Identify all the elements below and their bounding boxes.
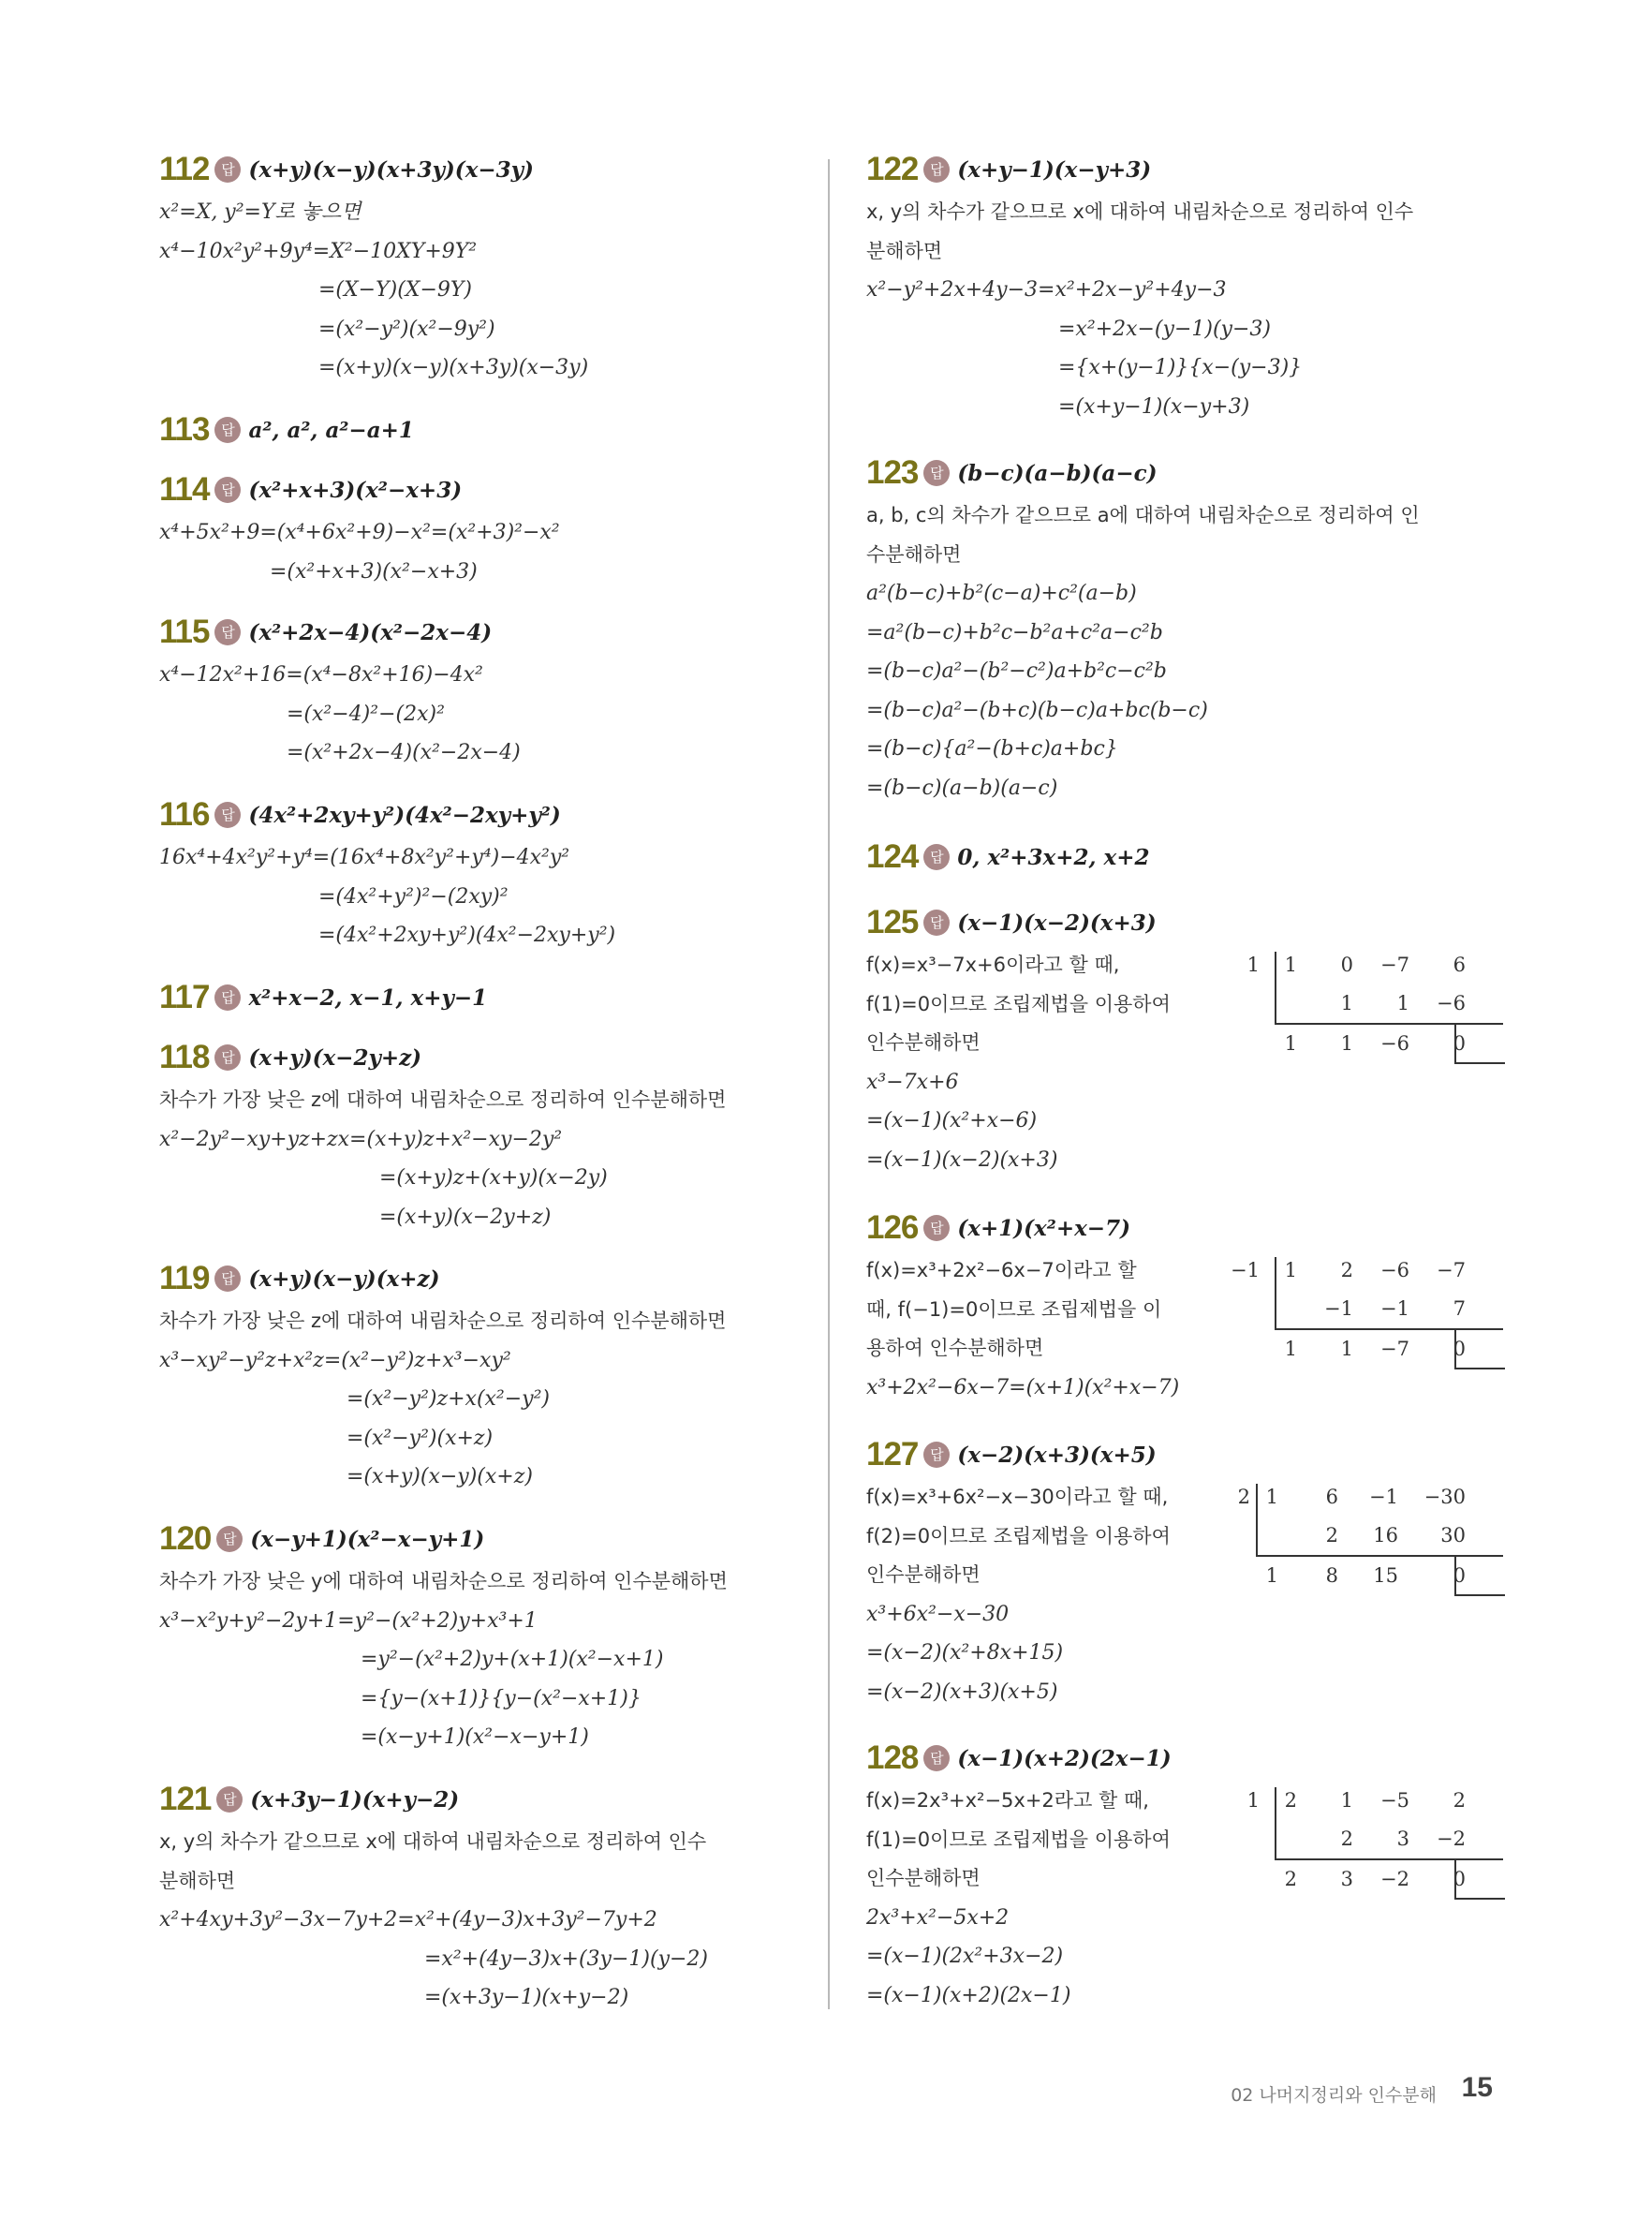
coef-cell: 1 bbox=[1284, 1259, 1297, 1281]
problem-117 bbox=[159, 974, 815, 1021]
coef-cell: 30 bbox=[1440, 1524, 1466, 1547]
problem-114 bbox=[159, 466, 815, 591]
solution-line: =(x²−y²)(x+z) bbox=[347, 1426, 494, 1450]
problem-122 bbox=[866, 146, 1503, 426]
solution-line: x⁴+5x²+9=(x⁴+6x²+9)−x²=(x²+3)²−x² bbox=[159, 521, 560, 544]
solution-text: f(x)=x³+6x²−x−30이라고 할 때, bbox=[866, 1486, 1169, 1508]
solution-text: 인수분해하면 bbox=[866, 1563, 981, 1586]
answer: (x²+x+3)(x²−x+3) bbox=[248, 477, 463, 503]
answer: x²+x−2, x−1, x+y−1 bbox=[248, 984, 488, 1011]
problem-number: 119 bbox=[159, 1260, 210, 1296]
synthetic-root: −1 bbox=[1231, 1259, 1260, 1281]
answer-badge: 답 bbox=[923, 910, 950, 936]
coef-cell: 7 bbox=[1453, 1297, 1466, 1320]
solution-line: =(x+y)(x−2y+z) bbox=[379, 1205, 552, 1229]
answer: (x−y+1)(x²−x−y+1) bbox=[250, 1526, 485, 1552]
coef-cell: −2 bbox=[1380, 1868, 1409, 1890]
solution-text: f(x)=x³+2x²−6x−7이라고 할 bbox=[866, 1259, 1137, 1281]
solution-text: 인수분해하면 bbox=[866, 1031, 981, 1054]
answer: (x−1)(x−2)(x+3) bbox=[957, 910, 1157, 936]
solution-line: =(4x²+y²)²−(2xy)² bbox=[318, 884, 509, 909]
problem-123 bbox=[866, 450, 1503, 807]
problem-number: 126 bbox=[866, 1209, 919, 1246]
answer-badge: 답 bbox=[214, 1265, 241, 1292]
synthetic-root: 2 bbox=[1237, 1486, 1250, 1508]
problem-120 bbox=[159, 1516, 815, 1757]
coef-cell: 1 bbox=[1340, 1338, 1353, 1360]
solution-line: =(x−y+1)(x²−x−y+1) bbox=[361, 1725, 589, 1749]
synthetic-division-126 bbox=[1231, 1251, 1503, 1369]
solution-line: =a²(b−c)+b²c−b²a+c²a−c²b bbox=[866, 620, 1163, 644]
answer-badge: 답 bbox=[923, 1745, 950, 1771]
solution-line: =(b−c)(a−b)(a−c) bbox=[866, 776, 1058, 800]
synthetic-division-125 bbox=[1246, 946, 1503, 1063]
solution-line: =(x−1)(x²+x−6) bbox=[866, 1109, 1038, 1132]
coef-cell: 1 bbox=[1340, 992, 1353, 1014]
answer: (x²+2x−4)(x²−2x−4) bbox=[248, 619, 493, 645]
solution-text: f(x)=2x³+x²−5x+2라고 할 때, bbox=[866, 1789, 1149, 1812]
solution-line: x³−x²y+y²−2y+1=y²−(x²+2)y+x³+1 bbox=[159, 1608, 538, 1633]
solution-line: x³+6x²−x−30 bbox=[866, 1602, 1010, 1626]
answer: (b−c)(a−b)(a−c) bbox=[957, 460, 1158, 486]
problem-number: 113 bbox=[159, 411, 210, 448]
solution-line: =(x−2)(x²+8x+15) bbox=[866, 1641, 1064, 1665]
answer: (x+y−1)(x−y+3) bbox=[957, 156, 1152, 183]
coef-cell: −6 bbox=[1437, 992, 1466, 1014]
solution-line: =(x−2)(x+3)(x+5) bbox=[866, 1680, 1058, 1704]
coef-cell: 1 bbox=[1284, 954, 1297, 976]
coef-cell: 8 bbox=[1325, 1564, 1338, 1587]
answer-badge: 답 bbox=[214, 417, 241, 443]
remainder-cell: 0 bbox=[1453, 1338, 1466, 1360]
problem-number: 118 bbox=[159, 1039, 210, 1075]
solution-line: =(x+y)(x−y)(x+3y)(x−3y) bbox=[318, 356, 589, 379]
coef-cell: −6 bbox=[1380, 1032, 1409, 1055]
solution-text: 용하여 인수분해하면 bbox=[866, 1337, 1044, 1359]
solution-line: 16x⁴+4x²y²+y⁴=(16x⁴+8x²y²+y⁴)−4x²y² bbox=[159, 846, 570, 869]
coef-cell: −7 bbox=[1380, 954, 1409, 976]
solution-text: f(x)=x³−7x+6이라고 할 때, bbox=[866, 954, 1120, 976]
answer: a², a², a²−a+1 bbox=[248, 417, 414, 443]
solution-line: a²(b−c)+b²(c−a)+c²(a−b) bbox=[866, 582, 1137, 605]
problem-number: 112 bbox=[159, 151, 210, 187]
answer-badge: 답 bbox=[216, 1786, 243, 1813]
answer: (4x²+2xy+y²)(4x²−2xy+y²) bbox=[248, 802, 561, 828]
problem-118 bbox=[159, 1034, 815, 1236]
problem-112 bbox=[159, 146, 815, 388]
coef-cell: −1 bbox=[1324, 1297, 1353, 1320]
solution-line: x²+4xy+3y²−3x−7y+2=x²+(4y−3)x+3y²−7y+2 bbox=[159, 1908, 657, 1931]
answer: 0, x²+3x+2, x+2 bbox=[957, 844, 1150, 870]
solution-line: =(x+y−1)(x−y+3) bbox=[1058, 394, 1250, 419]
answer-badge: 답 bbox=[923, 156, 950, 183]
solution-line: 2x³+x²−5x+2 bbox=[866, 1905, 1010, 1930]
solution-line: =(b−c){a²−(b+c)a+bc} bbox=[866, 737, 1118, 761]
solution-line: x³−xy²−y²z+x²z=(x²−y²)z+x³−xy² bbox=[159, 1348, 511, 1372]
solution-line: x⁴−10x²y²+9y⁴=X²−10XY+9Y² bbox=[159, 239, 478, 263]
solution-line: =(x+y)(x−y)(x+z) bbox=[347, 1465, 533, 1488]
solution-line: x⁴−12x²+16=(x⁴−8x²+16)−4x² bbox=[159, 663, 483, 687]
answer-badge: 답 bbox=[923, 1215, 950, 1241]
solution-line: ={x+(y−1)}{x−(y−3)} bbox=[1058, 356, 1303, 379]
coef-cell: 16 bbox=[1373, 1524, 1398, 1547]
solution-text: 분해하면 bbox=[866, 239, 943, 262]
solution-text: f(1)=0이므로 조립제법을 이용하여 bbox=[866, 992, 1171, 1015]
coef-cell: 1 bbox=[1340, 1789, 1353, 1812]
column-divider bbox=[828, 159, 830, 2009]
problem-126 bbox=[866, 1205, 1503, 1407]
solution-text: 차수가 가장 낮은 z에 대하여 내림차순으로 정리하여 인수분해하면 bbox=[159, 1088, 727, 1111]
coef-cell: −1 bbox=[1369, 1486, 1398, 1508]
problem-number: 117 bbox=[159, 979, 210, 1015]
coef-cell: 2 bbox=[1340, 1828, 1353, 1850]
solution-line: =(x²+2x−4)(x²−2x−4) bbox=[287, 741, 521, 764]
answer: (x−1)(x+2)(2x−1) bbox=[957, 1745, 1172, 1771]
solution-line: =(4x²+2xy+y²)(4x²−2xy+y²) bbox=[318, 924, 616, 947]
problem-number: 115 bbox=[159, 614, 210, 650]
coef-cell: 1 bbox=[1396, 992, 1409, 1014]
coef-cell: 6 bbox=[1325, 1486, 1338, 1508]
problem-number: 114 bbox=[159, 471, 210, 508]
solution-line: =(x²−y²)z+x(x²−y²) bbox=[347, 1387, 551, 1411]
coef-cell: −6 bbox=[1380, 1259, 1409, 1281]
coef-cell: 2 bbox=[1284, 1789, 1297, 1812]
remainder-cell: 0 bbox=[1453, 1868, 1466, 1890]
synthetic-division-127 bbox=[1237, 1478, 1503, 1595]
coef-cell: 15 bbox=[1373, 1564, 1398, 1587]
answer-badge: 답 bbox=[923, 844, 950, 870]
coef-cell: 1 bbox=[1284, 1338, 1297, 1360]
solution-text: 수분해하면 bbox=[866, 542, 962, 566]
solution-line: x²=X, y²=Y로 놓으면 bbox=[159, 200, 361, 224]
coef-cell: −1 bbox=[1380, 1297, 1409, 1320]
solution-line: =(x+3y−1)(x+y−2) bbox=[424, 1986, 629, 2009]
synthetic-division-128 bbox=[1246, 1782, 1503, 1899]
remainder-cell: 0 bbox=[1453, 1564, 1466, 1587]
solution-line: =(x²−4)²−(2x)² bbox=[287, 702, 445, 726]
problem-number: 124 bbox=[866, 838, 919, 875]
coef-cell: 2 bbox=[1284, 1868, 1297, 1890]
coef-cell: −7 bbox=[1380, 1338, 1409, 1360]
coef-cell: 2 bbox=[1325, 1524, 1338, 1547]
answer-badge: 답 bbox=[216, 1526, 243, 1552]
solution-text: x, y의 차수가 같으므로 x에 대하여 내림차순으로 정리하여 인수 bbox=[159, 1830, 707, 1853]
solution-line: =(x²+x+3)(x²−x+3) bbox=[270, 559, 478, 584]
coef-cell: 2 bbox=[1453, 1789, 1466, 1812]
solution-line: =(x+y)z+(x+y)(x−2y) bbox=[379, 1166, 608, 1190]
problem-number: 116 bbox=[159, 796, 210, 833]
coef-cell: 1 bbox=[1284, 1032, 1297, 1055]
solution-text: 차수가 가장 낮은 z에 대하여 내림차순으로 정리하여 인수분해하면 bbox=[159, 1310, 727, 1332]
solution-text: 때, f(−1)=0이므로 조립제법을 이 bbox=[866, 1297, 1162, 1321]
solution-text: 분해하면 bbox=[159, 1869, 236, 1892]
solution-line: =(x²−y²)(x²−9y²) bbox=[318, 317, 495, 341]
problem-127 bbox=[866, 1431, 1503, 1711]
solution-text: f(1)=0이므로 조립제법을 이용하여 bbox=[866, 1828, 1171, 1851]
coef-cell: −7 bbox=[1437, 1259, 1466, 1281]
remainder-cell: 0 bbox=[1453, 1032, 1466, 1055]
coef-cell: 1 bbox=[1265, 1564, 1278, 1587]
solution-line: =(x−1)(x+2)(2x−1) bbox=[866, 1983, 1071, 2007]
coef-cell: −2 bbox=[1437, 1828, 1466, 1850]
solution-line: x³+2x²−6x−7=(x+1)(x²+x−7) bbox=[866, 1375, 1180, 1399]
solution-line: =(b−c)a²−(b+c)(b−c)a+bc(b−c) bbox=[866, 698, 1208, 722]
coef-cell: 3 bbox=[1396, 1828, 1409, 1850]
coef-cell: 1 bbox=[1340, 1032, 1353, 1055]
problem-113 bbox=[159, 407, 815, 453]
coef-cell: −30 bbox=[1423, 1486, 1466, 1508]
solution-text: f(2)=0이므로 조립제법을 이용하여 bbox=[866, 1524, 1171, 1547]
solution-line: x²−y²+2x+4y−3=x²+2x−y²+4y−3 bbox=[866, 278, 1227, 302]
solution-text: 차수가 가장 낮은 y에 대하여 내림차순으로 정리하여 인수분해하면 bbox=[159, 1570, 728, 1592]
problem-number: 125 bbox=[866, 904, 919, 940]
problem-119 bbox=[159, 1255, 815, 1497]
answer: (x+y)(x−y)(x+z) bbox=[248, 1265, 440, 1292]
problem-124 bbox=[866, 834, 1503, 881]
problem-125 bbox=[866, 899, 1503, 1179]
coef-cell: 6 bbox=[1453, 954, 1466, 976]
answer: (x−2)(x+3)(x+5) bbox=[957, 1442, 1157, 1468]
answer-badge: 답 bbox=[214, 477, 241, 503]
answer-badge: 답 bbox=[923, 460, 950, 486]
problem-121 bbox=[159, 1776, 815, 2018]
solution-text: a, b, c의 차수가 같으므로 a에 대하여 내림차순으로 정리하여 인 bbox=[866, 504, 1420, 526]
answer-badge: 답 bbox=[214, 156, 241, 183]
problem-number: 121 bbox=[159, 1781, 212, 1817]
problem-number: 128 bbox=[866, 1739, 919, 1776]
synthetic-root: 1 bbox=[1246, 954, 1260, 976]
synthetic-root: 1 bbox=[1246, 1789, 1260, 1812]
page-number: 15 bbox=[1461, 2072, 1493, 2103]
problem-number: 120 bbox=[159, 1520, 212, 1557]
problem-number: 127 bbox=[866, 1436, 919, 1473]
coef-cell: 1 bbox=[1265, 1486, 1278, 1508]
answer-badge: 답 bbox=[214, 1044, 241, 1071]
problem-number: 122 bbox=[866, 151, 919, 187]
problem-number: 123 bbox=[866, 454, 919, 491]
solution-text: x, y의 차수가 같으므로 x에 대하여 내림차순으로 정리하여 인수 bbox=[866, 200, 1414, 223]
problem-128 bbox=[866, 1735, 1503, 2015]
solution-line: =x²+2x−(y−1)(y−3) bbox=[1058, 317, 1271, 341]
problem-115 bbox=[159, 609, 815, 773]
coef-cell: −5 bbox=[1380, 1789, 1409, 1812]
solution-line: =y²−(x²+2)y+(x+1)(x²−x+1) bbox=[361, 1648, 664, 1671]
coef-cell: 3 bbox=[1340, 1868, 1353, 1890]
solution-text: 인수분해하면 bbox=[866, 1867, 981, 1889]
chapter-title: 02 나머지정리와 인수분해 bbox=[1231, 2085, 1437, 2106]
answer: (x+y)(x−y)(x+3y)(x−3y) bbox=[248, 156, 534, 183]
answer-badge: 답 bbox=[923, 1442, 950, 1468]
solution-line: x²−2y²−xy+yz+zx=(x+y)z+x²−xy−2y² bbox=[159, 1127, 563, 1151]
solution-line: =x²+(4y−3)x+(3y−1)(y−2) bbox=[424, 1946, 709, 1971]
solution-line: x³−7x+6 bbox=[866, 1070, 959, 1094]
answer-badge: 답 bbox=[214, 802, 241, 828]
answer-badge: 답 bbox=[214, 619, 241, 645]
solution-line: =(b−c)a²−(b²−c²)a+b²c−c²b bbox=[866, 659, 1167, 683]
problem-116 bbox=[159, 792, 815, 955]
solution-line: =(x−1)(x−2)(x+3) bbox=[866, 1147, 1058, 1172]
solution-line: =(x−1)(2x²+3x−2) bbox=[866, 1945, 1064, 1968]
answer: (x+3y−1)(x+y−2) bbox=[250, 1786, 460, 1813]
solution-line: ={y−(x+1)}{y−(x²−x+1)} bbox=[361, 1686, 642, 1710]
answer-badge: 답 bbox=[214, 984, 241, 1011]
solution-line: =(X−Y)(X−9Y) bbox=[318, 278, 473, 302]
coef-cell: 2 bbox=[1340, 1259, 1353, 1281]
coef-cell: 0 bbox=[1340, 954, 1353, 976]
answer: (x+y)(x−2y+z) bbox=[248, 1044, 422, 1071]
answer: (x+1)(x²+x−7) bbox=[957, 1215, 1130, 1241]
